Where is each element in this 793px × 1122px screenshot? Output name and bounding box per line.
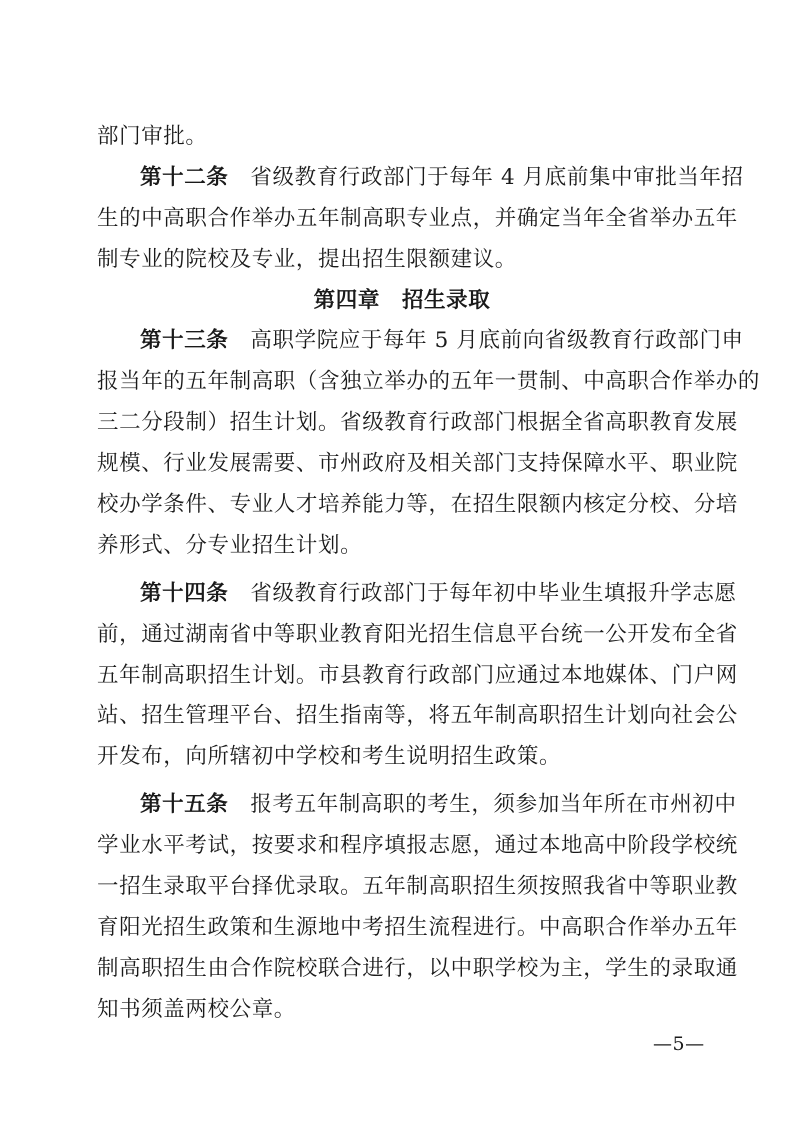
article-13-line-6: 养形式、分专业招生计划。: [97, 532, 363, 558]
article-13-line-4: 规模、行业发展需要、市州政府及相关部门支持保障水平、职业院: [97, 451, 738, 477]
article-14-line-1: [97, 574, 737, 615]
chapter-title: 招生录取: [401, 287, 491, 313]
chapter-heading: [97, 281, 697, 322]
document-body: [97, 117, 761, 1031]
article-12-line-1: [97, 158, 744, 199]
article-13-line-1: [97, 321, 744, 362]
article-15-line-6: 知书须盖两校公章。: [97, 996, 296, 1022]
article-12-line-3: 制专业的院校及专业，提出招生限额建议。: [97, 246, 517, 272]
article-15-line-4: 育阳光招生政策和生源地中考招生流程进行。中高职合作举办五年: [97, 914, 738, 940]
article-13-line-5: 校办学条件、专业人才培养能力等，在招生限额内核定分校、分培: [97, 492, 738, 518]
article-13-line-3: 三二分段制）招生计划。省级教育行政部门根据全省高职教育发展: [97, 410, 738, 436]
page-number: —5—: [653, 1033, 705, 1055]
article-15-title: 第十五条: [140, 792, 229, 818]
article-12-text-1: 省级教育行政部门于每年 4 月底前集中审批当年招: [250, 164, 744, 190]
article-14-title: 第十四条: [140, 580, 229, 606]
article-12-line-2: 生的中高职合作举办五年制高职专业点，并确定当年全省举办五年: [97, 205, 738, 231]
article-15-line-1: [97, 785, 737, 826]
article-15-line-2: 学业水平考试，按要求和程序填报志愿，通过本地高中阶段学校统: [97, 833, 738, 859]
article-15-line-5: 制高职招生由合作院校联合进行，以中职学校为主，学生的录取通: [97, 955, 738, 981]
article-15-line-3: 一招生录取平台择优录取。五年制高职招生须按照我省中等职业教: [97, 874, 738, 900]
article-14-line-2: 前，通过湖南省中等职业教育阳光招生信息平台统一公开发布全省: [97, 621, 738, 647]
article-14-text-1: 省级教育行政部门于每年初中毕业生填报升学志愿: [250, 580, 737, 606]
continuation-line: 部门审批。: [97, 124, 208, 149]
article-13-line-2: 报当年的五年制高职（含独立举办的五年一贯制、中高职合作举办的: [97, 369, 761, 395]
article-14-line-3: 五年制高职招生计划。市县教育行政部门应通过本地媒体、门户网: [97, 662, 738, 688]
chapter-number: 第四章: [313, 287, 380, 313]
article-13-title: 第十三条: [140, 328, 229, 354]
article-14-line-4: 站、招生管理平台、招生指南等，将五年制高职招生计划向社会公: [97, 703, 738, 729]
article-15-text-1: 报考五年制高职的考生，须参加当年所在市州初中: [250, 792, 737, 818]
article-12-title: 第十二条: [140, 164, 229, 190]
article-14-line-5: 开发布，向所辖初中学校和考生说明招生政策。: [97, 744, 562, 770]
article-13-text-1: 高职学院应于每年 5 月底前向省级教育行政部门申: [250, 328, 744, 354]
